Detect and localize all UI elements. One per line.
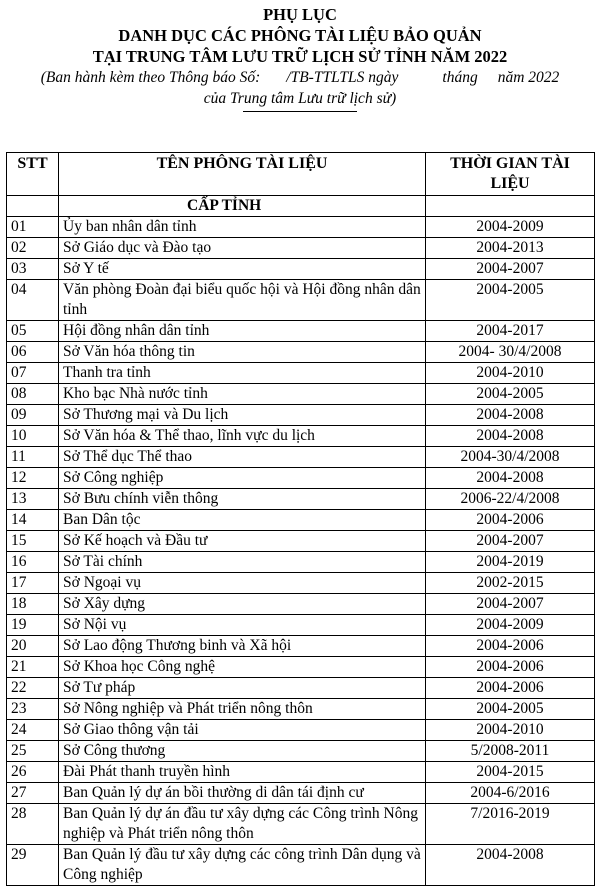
table-row <box>7 321 595 342</box>
row-time: 2004-2008 <box>426 405 595 426</box>
row-name: Sở Tư pháp <box>59 678 426 699</box>
row-name: Sở Kế hoạch và Đầu tư <box>59 531 426 552</box>
row-time: 2004-2009 <box>426 217 595 238</box>
row-time: 2004-2006 <box>426 678 595 699</box>
row-stt: 27 <box>7 783 59 804</box>
row-stt: 23 <box>7 699 59 720</box>
row-time: 2006-22/4/2008 <box>426 489 595 510</box>
table-row <box>7 699 595 720</box>
table-row <box>7 594 595 615</box>
row-stt: 13 <box>7 489 59 510</box>
header-name: TÊN PHÔNG TÀI LIỆU <box>59 153 426 196</box>
row-name: Sở Y tế <box>59 259 426 280</box>
table-row <box>7 259 595 280</box>
row-time: 2004-30/4/2008 <box>426 447 595 468</box>
row-stt: 15 <box>7 531 59 552</box>
archive-fonds-table <box>6 152 595 886</box>
row-time: 2004-2007 <box>426 259 595 280</box>
row-stt: 19 <box>7 615 59 636</box>
table-row <box>7 720 595 741</box>
list-title: DANH DỤC CÁC PHÔNG TÀI LIỆU BẢO QUẢN <box>118 26 482 45</box>
table-row <box>7 280 595 321</box>
table-row <box>7 510 595 531</box>
row-time: 2004-2005 <box>426 699 595 720</box>
row-name: Sở Bưu chính viễn thông <box>59 489 426 510</box>
row-name: Sở Thể dục Thể thao <box>59 447 426 468</box>
row-time: 2004-2008 <box>426 845 595 886</box>
row-time: 2004-2006 <box>426 636 595 657</box>
section-row <box>7 196 595 217</box>
row-name: Ban Quản lý dự án đầu tư xây dựng các Công trình Nông nghiệp và Phát triển nông thôn <box>59 804 426 845</box>
row-time: 2004-2008 <box>426 468 595 489</box>
row-stt: 18 <box>7 594 59 615</box>
section-label: CẤP TỈNH <box>59 196 426 217</box>
row-time: 2004-2005 <box>426 280 595 321</box>
row-name: Ban Dân tộc <box>59 510 426 531</box>
table-row <box>7 762 595 783</box>
row-stt: 12 <box>7 468 59 489</box>
row-time: 2004-2010 <box>426 720 595 741</box>
row-time: 2004-6/2016 <box>426 783 595 804</box>
row-name: Văn phòng Đoàn đại biểu quốc hội và Hội đồng nhân dân tỉnh <box>59 280 426 321</box>
row-name: Thanh tra tỉnh <box>59 363 426 384</box>
table-row <box>7 552 595 573</box>
row-time: 2004-2006 <box>426 657 595 678</box>
table-row <box>7 657 595 678</box>
table-row <box>7 741 595 762</box>
row-stt: 21 <box>7 657 59 678</box>
table-row <box>7 405 595 426</box>
row-stt: 06 <box>7 342 59 363</box>
row-name: Sở Nội vụ <box>59 615 426 636</box>
row-stt: 01 <box>7 217 59 238</box>
row-name: Sở Thương mại và Du lịch <box>59 405 426 426</box>
appendix-title: PHỤ LỤC <box>263 5 337 24</box>
row-time: 2004-2019 <box>426 552 595 573</box>
table-header-row <box>7 153 595 196</box>
row-stt: 08 <box>7 384 59 405</box>
table-row <box>7 845 595 886</box>
row-name: Ủy ban nhân dân tỉnh <box>59 217 426 238</box>
row-time: 5/2008-2011 <box>426 741 595 762</box>
row-stt: 22 <box>7 678 59 699</box>
row-time: 2004-2007 <box>426 594 595 615</box>
row-stt: 28 <box>7 804 59 845</box>
row-stt: 02 <box>7 238 59 259</box>
row-stt: 03 <box>7 259 59 280</box>
row-name: Sở Nông nghiệp và Phát triển nông thôn <box>59 699 426 720</box>
issuance-note-d: năm 2022 <box>497 69 560 86</box>
row-name: Hội đồng nhân dân tỉnh <box>59 321 426 342</box>
row-time: 2002-2015 <box>426 573 595 594</box>
table-row <box>7 678 595 699</box>
table-row <box>7 217 595 238</box>
table-row <box>7 783 595 804</box>
row-name: Kho bạc Nhà nước tỉnh <box>59 384 426 405</box>
row-stt: 16 <box>7 552 59 573</box>
issuance-note-c: tháng <box>442 69 478 86</box>
row-time: 7/2016-2019 <box>426 804 595 845</box>
row-stt: 07 <box>7 363 59 384</box>
row-name: Sở Khoa học Công nghệ <box>59 657 426 678</box>
issuing-body-note: của Trung tâm Lưu trữ lịch sử) <box>203 90 397 107</box>
table-row <box>7 489 595 510</box>
issuance-note-a: (Ban hành kèm theo Thông báo Số: <box>40 69 261 86</box>
row-time: 2004-2013 <box>426 238 595 259</box>
document-header <box>0 0 600 112</box>
table-row <box>7 426 595 447</box>
table-row <box>7 573 595 594</box>
row-name: Ban Quản lý đầu tư xây dựng các công trình Dân dụng và Công nghiệp <box>59 845 426 886</box>
row-stt: 10 <box>7 426 59 447</box>
row-stt: 11 <box>7 447 59 468</box>
row-time: 2004-2006 <box>426 510 595 531</box>
row-stt: 20 <box>7 636 59 657</box>
issuance-note-b: /TB-TTLTLS ngày <box>286 69 399 86</box>
row-name: Đài Phát thanh truyền hình <box>59 762 426 783</box>
row-time: 2004-2005 <box>426 384 595 405</box>
row-time: 2004-2010 <box>426 363 595 384</box>
row-stt: 26 <box>7 762 59 783</box>
row-name: Sở Công thương <box>59 741 426 762</box>
row-time: 2004-2015 <box>426 762 595 783</box>
row-name: Sở Tài chính <box>59 552 426 573</box>
header-divider <box>243 111 357 112</box>
row-stt: 17 <box>7 573 59 594</box>
row-stt: 09 <box>7 405 59 426</box>
row-time: 2004-2009 <box>426 615 595 636</box>
row-time: 2004-2008 <box>426 426 595 447</box>
row-stt: 29 <box>7 845 59 886</box>
header-time: THỜI GIAN TÀI LIỆU <box>426 153 595 196</box>
archive-center-title: TẠI TRUNG TÂM LƯU TRỮ LỊCH SỬ TỈNH NĂM 2022 <box>92 47 508 66</box>
table-row <box>7 238 595 259</box>
row-time: 2004-2017 <box>426 321 595 342</box>
header-stt: STT <box>7 153 59 196</box>
table-row <box>7 342 595 363</box>
table-row <box>7 468 595 489</box>
row-stt: 14 <box>7 510 59 531</box>
row-name: Ban Quản lý dự án bồi thường di dân tái định cư <box>59 783 426 804</box>
row-name: Sở Lao động Thương binh và Xã hội <box>59 636 426 657</box>
table-row <box>7 384 595 405</box>
row-name: Sở Giáo dục và Đào tạo <box>59 238 426 259</box>
row-stt: 04 <box>7 280 59 321</box>
table-row <box>7 447 595 468</box>
row-time: 2004- 30/4/2008 <box>426 342 595 363</box>
row-name: Sở Văn hóa & Thể thao, lĩnh vực du lịch <box>59 426 426 447</box>
table-row <box>7 531 595 552</box>
row-stt: 25 <box>7 741 59 762</box>
row-stt: 05 <box>7 321 59 342</box>
row-stt: 24 <box>7 720 59 741</box>
table-row <box>7 615 595 636</box>
row-name: Sở Giao thông vận tải <box>59 720 426 741</box>
issuance-note <box>0 67 600 88</box>
row-time: 2004-2007 <box>426 531 595 552</box>
row-name: Sở Xây dựng <box>59 594 426 615</box>
row-name: Sở Văn hóa thông tin <box>59 342 426 363</box>
row-name: Sở Công nghiệp <box>59 468 426 489</box>
table-row <box>7 363 595 384</box>
row-name: Sở Ngoại vụ <box>59 573 426 594</box>
table-row <box>7 804 595 845</box>
table-row <box>7 636 595 657</box>
